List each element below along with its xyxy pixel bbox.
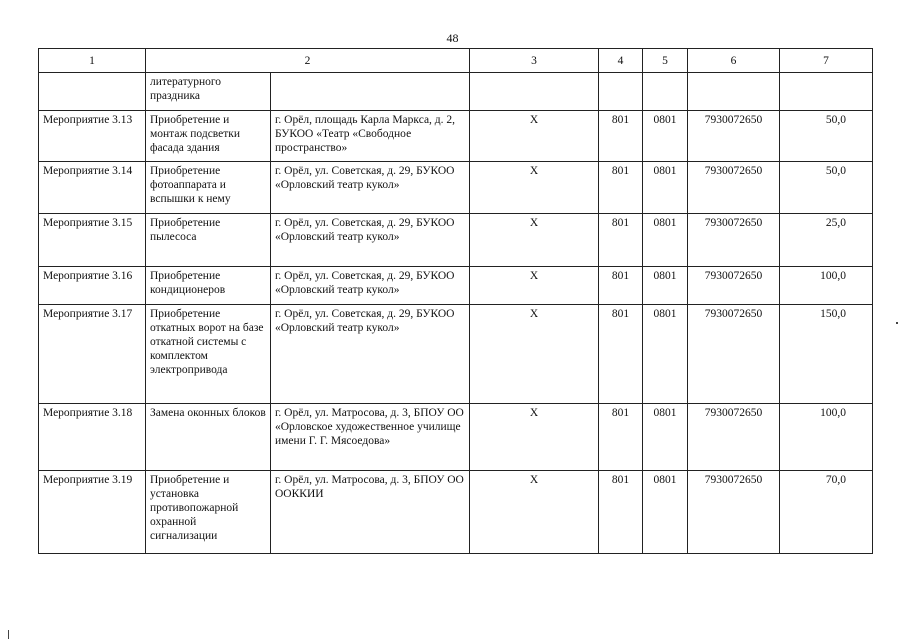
table-row [39, 305, 873, 404]
mark-cell: Х [470, 111, 599, 162]
location-cell: г. Орёл, ул. Советская, д. 29, БУКОО «Орловский театр кукол» [271, 214, 470, 267]
name-cell: литературного праздника [146, 73, 271, 111]
table-row [39, 214, 873, 267]
code2-cell: 0801 [643, 471, 688, 554]
name-cell: Замена оконных блоков [146, 404, 271, 471]
header-row [39, 49, 873, 73]
amount-cell: 25,0 [780, 214, 873, 267]
code3-cell: 7930072650 [688, 111, 780, 162]
table-row [39, 73, 873, 111]
amount-cell: 100,0 [780, 267, 873, 305]
amount-cell: 70,0 [780, 471, 873, 554]
name-cell: Приобретение откатных ворот на базе откатной системы с комплектом электропривода [146, 305, 271, 404]
column-header: 7 [780, 49, 873, 73]
table-row [39, 111, 873, 162]
amount-cell: 100,0 [780, 404, 873, 471]
code2-cell [643, 73, 688, 111]
location-cell: г. Орёл, ул. Матросова, д. 3, БПОУ ОО «Орловское художественное училище имени Г. Г. Мясоедова» [271, 404, 470, 471]
code3-cell: 7930072650 [688, 267, 780, 305]
event-cell: Мероприятие 3.17 [39, 305, 146, 404]
scan-mark [896, 322, 898, 324]
location-cell: г. Орёл, ул. Матросова, д. 3, БПОУ ОО ООККИИ [271, 471, 470, 554]
name-cell: Приобретение пылесоса [146, 214, 271, 267]
mark-cell: Х [470, 267, 599, 305]
name-cell: Приобретение и установка противопожарной охранной сигнализации [146, 471, 271, 554]
code1-cell: 801 [599, 162, 643, 214]
amount-cell [780, 73, 873, 111]
amount-cell: 50,0 [780, 111, 873, 162]
name-cell: Приобретение и монтаж подсветки фасада здания [146, 111, 271, 162]
table-row [39, 267, 873, 305]
code3-cell: 7930072650 [688, 471, 780, 554]
event-cell: Мероприятие 3.13 [39, 111, 146, 162]
scan-mark [8, 630, 9, 639]
location-cell [271, 73, 470, 111]
code1-cell: 801 [599, 214, 643, 267]
event-cell [39, 73, 146, 111]
mark-cell: Х [470, 305, 599, 404]
code2-cell: 0801 [643, 404, 688, 471]
code3-cell: 7930072650 [688, 305, 780, 404]
location-cell: г. Орёл, ул. Советская, д. 29, БУКОО «Орловский театр кукол» [271, 162, 470, 214]
amount-cell: 150,0 [780, 305, 873, 404]
column-header: 6 [688, 49, 780, 73]
column-header: 5 [643, 49, 688, 73]
code1-cell: 801 [599, 305, 643, 404]
table-row [39, 162, 873, 214]
location-cell: г. Орёл, ул. Советская, д. 29, БУКОО «Орловский театр кукол» [271, 267, 470, 305]
budget-table [38, 48, 873, 554]
event-cell: Мероприятие 3.18 [39, 404, 146, 471]
name-cell: Приобретение фотоаппарата и вспышки к нему [146, 162, 271, 214]
code1-cell: 801 [599, 471, 643, 554]
mark-cell: Х [470, 162, 599, 214]
event-cell: Мероприятие 3.15 [39, 214, 146, 267]
table-row [39, 404, 873, 471]
mark-cell [470, 73, 599, 111]
code3-cell: 7930072650 [688, 162, 780, 214]
name-cell: Приобретение кондиционеров [146, 267, 271, 305]
location-cell: г. Орёл, ул. Советская, д. 29, БУКОО «Орловский театр кукол» [271, 305, 470, 404]
code1-cell: 801 [599, 404, 643, 471]
amount-cell: 50,0 [780, 162, 873, 214]
event-cell: Мероприятие 3.19 [39, 471, 146, 554]
column-header: 3 [470, 49, 599, 73]
code1-cell [599, 73, 643, 111]
page-number: 48 [446, 31, 459, 45]
code1-cell: 801 [599, 111, 643, 162]
code2-cell: 0801 [643, 214, 688, 267]
mark-cell: Х [470, 471, 599, 554]
location-cell: г. Орёл, площадь Карла Маркса, д. 2, БУКОО «Театр «Свободное пространство» [271, 111, 470, 162]
event-cell: Мероприятие 3.14 [39, 162, 146, 214]
code3-cell [688, 73, 780, 111]
table-row [39, 471, 873, 554]
mark-cell: Х [470, 404, 599, 471]
code1-cell: 801 [599, 267, 643, 305]
code2-cell: 0801 [643, 162, 688, 214]
mark-cell: Х [470, 214, 599, 267]
code3-cell: 7930072650 [688, 214, 780, 267]
column-header: 1 [39, 49, 146, 73]
code2-cell: 0801 [643, 305, 688, 404]
code2-cell: 0801 [643, 267, 688, 305]
event-cell: Мероприятие 3.16 [39, 267, 146, 305]
code2-cell: 0801 [643, 111, 688, 162]
column-header: 4 [599, 49, 643, 73]
column-header: 2 [146, 49, 470, 73]
code3-cell: 7930072650 [688, 404, 780, 471]
